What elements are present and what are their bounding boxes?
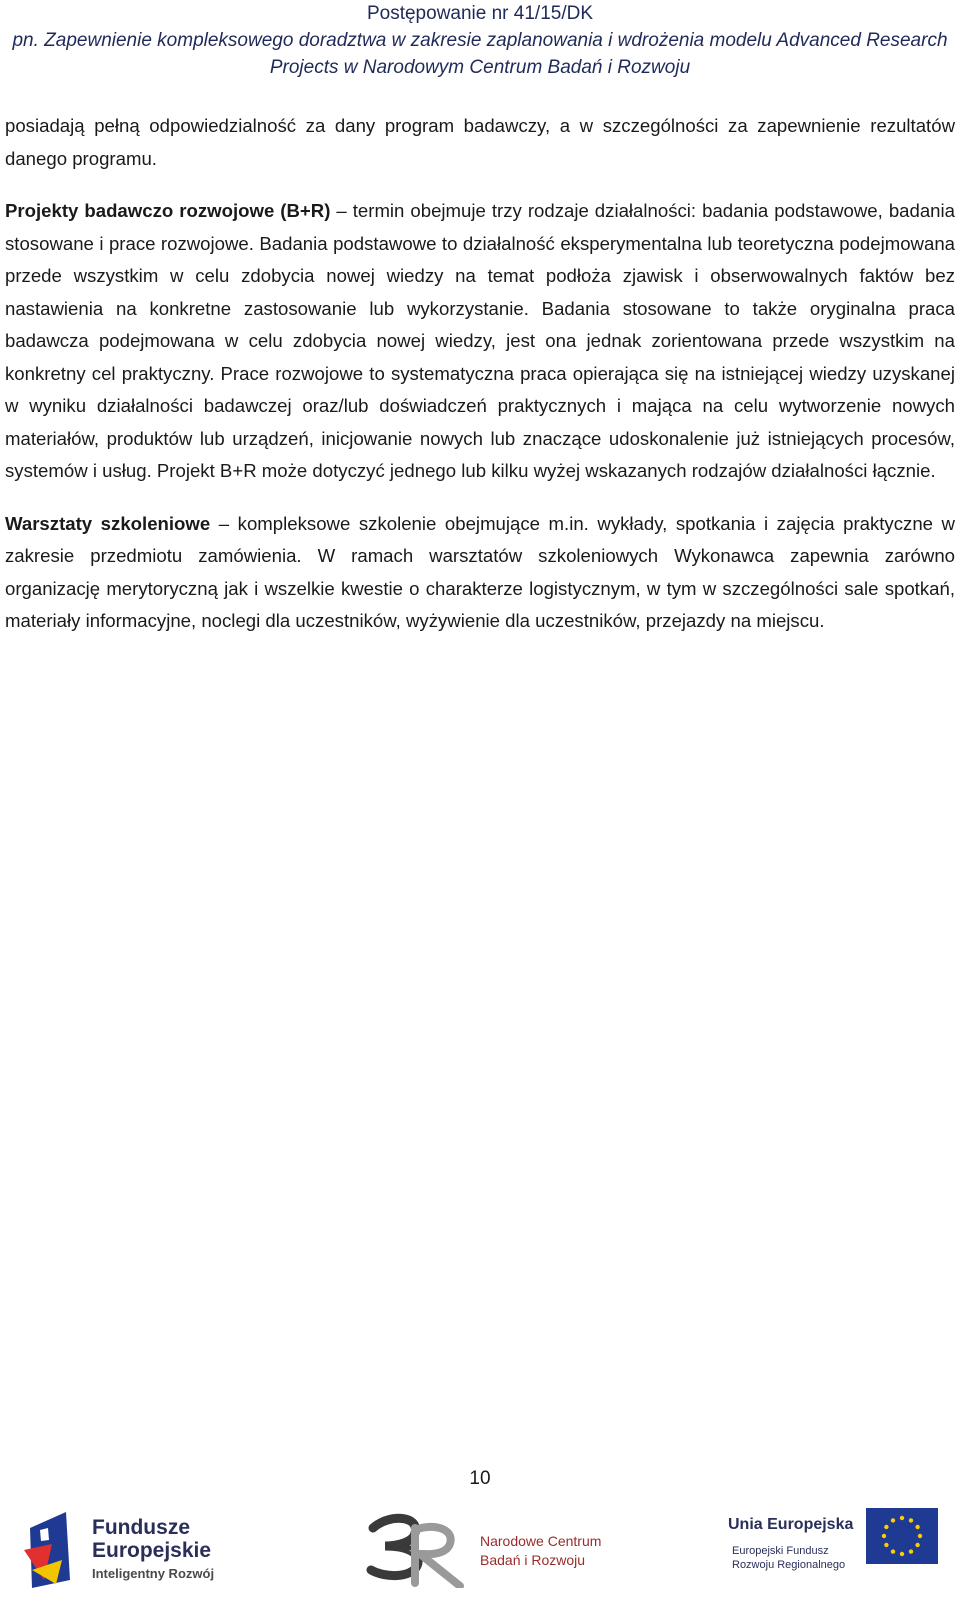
ncbr-logo <box>365 1508 615 1588</box>
document-body <box>5 110 955 658</box>
case-number: Postępowanie nr 41/15/DK <box>366 3 594 24</box>
ncbr-br-emblem-icon <box>365 1508 475 1588</box>
definition-workshops: – kompleksowe szkolenie obejmujące m.in. wykłady, spotkania i zajęcia praktyczne w zakresie przedmiotu zamówienia. W ramach warsztatów szkoleniowych Wykonawca zapewnia zarówno organizację merytoryczną jak i wszelkie kwestie o charakterze logistycznym, w tym w szczególności sale spotkań, materiały informacyjne, noclegi dla uczestników, wyżywienie dla uczestników, przejazdy na miejscu. <box>5 512 955 631</box>
fe-logo-line1: Fundusze <box>92 1516 190 1539</box>
fe-emblem-icon <box>22 1510 82 1590</box>
eu-flag-icon <box>866 1508 938 1564</box>
footer-logos <box>0 1500 960 1600</box>
paragraph-workshops <box>5 508 955 638</box>
fundusze-europejskie-logo <box>22 1510 247 1590</box>
page-number: 10 <box>469 1468 491 1489</box>
term-workshops: Warsztaty szkoleniowe <box>5 512 211 534</box>
term-rd-projects: Projekty badawczo rozwojowe (B+R) <box>5 200 331 221</box>
document-header <box>0 0 960 81</box>
fe-logo-line3: Inteligentny Rozwój <box>92 1566 215 1581</box>
definition-rd-projects: – termin obejmuje trzy rodzaje działalności: badania podstawowe, badania stosowane i prace rozwojowe. Badania podstawowe to działalność eksperymentalna lub teoretyczna podejmowana przede wszystkim w celu zdobycia nowej wiedzy na temat podłoża zjawisk i obserwowalnych faktów bez nastawienia na konkretne zastosowanie lub wykorzystanie. Badania stosowane to także oryginalna praca badawcza podejmowana w celu zdobycia nowej wiedzy, jest ona jednak zorientowana przede wszystkim na konkretny cel praktyczny. Prace rozwojowe to systematyczna praca opierająca się na istniejącej wiedzy uzyskanej w wyniku działalności badawczej oraz/lub doświadczeń praktycznych i mająca na celu wytworzenie nowych materiałów, produktów lub urządzeń, inicjowanie nowych lub znaczące udoskonalenie już istniejących procesów, systemów i usług. Projekt B+R może dotyczyć jednego lub kilku wyżej wskazanych rodzajów działalności łącznie. <box>5 200 955 481</box>
ue-logo-line1: Unia Europejska <box>728 1516 854 1533</box>
unia-europejska-logo <box>728 1508 943 1588</box>
fe-logo-line2: Europejskie <box>92 1539 212 1562</box>
ue-logo-line3: Rozwoju Regionalnego <box>732 1559 846 1571</box>
paragraph-responsibility: posiadają pełną odpowiedzialność za dany program badawczy, a w szczególności za zapewnienie rezultatów danego programu. <box>5 115 955 169</box>
paragraph-rd-projects <box>5 195 955 488</box>
ncbr-logo-line2: Badań i Rozwoju <box>480 1552 586 1568</box>
ue-logo-line2: Europejski Fundusz <box>732 1545 829 1557</box>
ncbr-logo-line1: Narodowe Centrum <box>480 1533 602 1549</box>
procurement-subject: pn. Zapewnienie kompleksowego doradztwa w zakresie zaplanowania i wdrożenia modelu Advanced Research Projects w Narodowym Centrum Badań i Rozwoju <box>12 30 948 78</box>
